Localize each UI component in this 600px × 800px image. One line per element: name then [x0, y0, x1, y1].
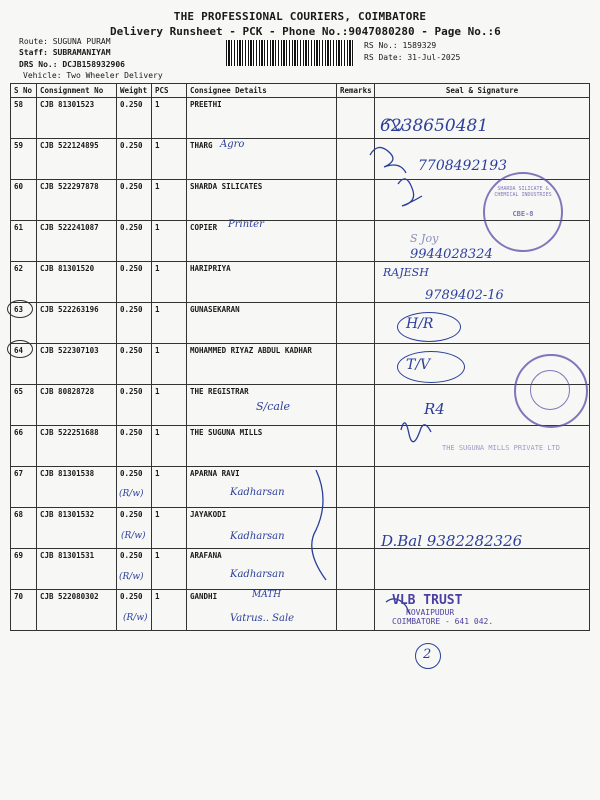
runsheet-title: THE PROFESSIONAL COURIERS, COIMBATORE — [173, 10, 427, 23]
vlb-line2: COIMBATORE - 641 042. — [392, 617, 494, 626]
cell-weight: 0.250 — [117, 221, 152, 262]
cell-consignee: THE REGISTRAR — [187, 385, 337, 426]
cell-weight: 0.250 — [117, 426, 152, 467]
cell-consignee: COPIER — [187, 221, 337, 262]
cell-sno: 60 — [11, 180, 37, 221]
cell-cons: CJB 522124895 — [37, 139, 117, 180]
cell-pcs: 1 — [152, 426, 187, 467]
vlb-line1: KOVAIPUDUR — [406, 608, 455, 617]
suguna-mills-seal-text: THE SUGUNA MILLS PRIVATE LTD — [441, 444, 560, 452]
rs-number: RS No.: 1589329 — [364, 41, 437, 50]
cell-sno: 59 — [11, 139, 37, 180]
cell-weight: 0.250 — [117, 467, 152, 508]
cell-cons: CJB 80828728 — [37, 385, 117, 426]
staff: Staff: SUBRAMANIYAM — [19, 48, 111, 57]
cell-sno: 64 — [11, 344, 37, 385]
vlb-trust-stamp — [392, 593, 493, 626]
cell-weight: 0.250 — [117, 590, 152, 631]
cell-consignee: PREETHI — [187, 98, 337, 139]
cell-consignee: GUNASEKARAN — [187, 303, 337, 344]
hw-r63-remark: H/R — [406, 316, 434, 332]
cell-sno: 68 — [11, 508, 37, 549]
runsheet-subtitle: Delivery Runsheet - PCK - Phone No.:9047080280 - Page No.:6 — [110, 25, 501, 38]
vehicle: Vehicle: Two Wheeler Delivery — [23, 71, 163, 80]
cell-weight: 0.250 — [117, 139, 152, 180]
cell-pcs: 1 — [152, 303, 187, 344]
drs-number: DRS No.: DCJB158932906 — [19, 60, 125, 69]
hw-r69-name: Kadharsan — [230, 569, 285, 580]
cell-weight: 0.250 — [117, 508, 152, 549]
cell-cons: CJB 522241087 — [37, 221, 117, 262]
hw-r58-sig: 6238650481 — [380, 116, 489, 136]
col-weight: Weight — [117, 84, 152, 98]
cell-sno: 63 — [11, 303, 37, 344]
cell-sno: 70 — [11, 590, 37, 631]
col-consignee: Consignee Details — [187, 84, 337, 98]
cell-pcs: 1 — [152, 98, 187, 139]
cell-weight: 0.250 — [117, 344, 152, 385]
cell-pcs: 1 — [152, 139, 187, 180]
hw-r68-note: (R/w) — [121, 531, 146, 541]
cell-weight: 0.250 — [117, 98, 152, 139]
cell-pcs: 1 — [152, 590, 187, 631]
cell-consignee: APARNA RAVI — [187, 467, 337, 508]
hw-r62-name: RAJESH — [383, 266, 429, 279]
cell-cons: CJB 81301532 — [37, 508, 117, 549]
registrar-seal — [514, 354, 588, 428]
col-pcs: PCS — [152, 84, 187, 98]
cell-pcs: 1 — [152, 549, 187, 590]
cell-pcs: 1 — [152, 344, 187, 385]
cell-consignee: SHARDA SILICATES — [187, 180, 337, 221]
cell-pcs: 1 — [152, 221, 187, 262]
hw-r67-note: (R/w) — [119, 489, 144, 499]
hw-r61-sig: S Joy — [410, 232, 439, 245]
cell-cons: CJB 81301538 — [37, 467, 117, 508]
cell-pcs: 1 — [152, 385, 187, 426]
hw-r65-extra: S/cale — [256, 400, 290, 413]
hw-r68-name: Kadharsan — [230, 531, 285, 542]
sharda-seal-code: CBE-8 — [512, 210, 534, 218]
cell-weight: 0.250 — [117, 262, 152, 303]
sharda-seal — [483, 172, 563, 252]
sharda-seal-name: SHARDA SILICATE & CHEMICAL INDUSTRIES — [494, 186, 552, 198]
cell-sno: 69 — [11, 549, 37, 590]
cell-pcs: 1 — [152, 262, 187, 303]
hw-page-mark: 2 — [423, 647, 432, 662]
hw-r59-sig: 7708492193 — [418, 158, 508, 174]
route: Route: SUGUNA PURAM — [19, 37, 111, 46]
cell-sno: 65 — [11, 385, 37, 426]
cell-sno: 58 — [11, 98, 37, 139]
vlb-title: VLB TRUST — [392, 593, 463, 608]
hw-r64-remark: T/V — [406, 357, 431, 373]
cell-weight: 0.250 — [117, 180, 152, 221]
cell-consignee: THARG — [187, 139, 337, 180]
hw-r59-name: Agro — [220, 139, 245, 150]
cell-consignee: JAYAKODI — [187, 508, 337, 549]
cell-consignee: ARAFANA — [187, 549, 337, 590]
cell-cons: CJB 522251688 — [37, 426, 117, 467]
cell-cons: CJB 81301520 — [37, 262, 117, 303]
rs-date: RS Date: 31-Jul-2025 — [364, 53, 461, 62]
hw-r70-note: (R/w) — [123, 613, 148, 623]
cell-consignee: HARIPRIYA — [187, 262, 337, 303]
cell-weight: 0.250 — [117, 549, 152, 590]
cell-weight: 0.250 — [117, 303, 152, 344]
cell-cons: CJB 522263196 — [37, 303, 117, 344]
col-seal: Seal & Signature — [375, 84, 590, 98]
hw-r61-name: Printer — [228, 219, 264, 230]
hw-r65-sig: R4 — [424, 400, 445, 418]
cell-sno: 62 — [11, 262, 37, 303]
cell-cons: CJB 81301531 — [37, 549, 117, 590]
col-consignment: Consignment No — [37, 84, 117, 98]
suguna-mills-seal — [413, 440, 589, 456]
cell-pcs: 1 — [152, 180, 187, 221]
cell-cons: CJB 522297878 — [37, 180, 117, 221]
cell-cons: CJB 81301523 — [37, 98, 117, 139]
cell-cons: CJB 522080302 — [37, 590, 117, 631]
hw-r70-name: MATH — [252, 590, 282, 600]
cell-consignee: THE SUGUNA MILLS — [187, 426, 337, 467]
col-remarks: Remarks — [337, 84, 375, 98]
cell-pcs: 1 — [152, 508, 187, 549]
col-sno: S No — [11, 84, 37, 98]
cell-consignee: MOHAMMED RIYAZ ABDUL KADHAR — [187, 344, 337, 385]
cell-cons: CJB 522307103 — [37, 344, 117, 385]
cell-consignee: GANDHI — [187, 590, 337, 631]
hw-r69-note: (R/w) — [119, 572, 144, 582]
cell-sno: 66 — [11, 426, 37, 467]
cell-pcs: 1 — [152, 467, 187, 508]
hw-r68-sig: D.Bal 9382282326 — [381, 532, 523, 550]
hw-r67-name: Kadharsan — [230, 487, 285, 498]
hw-r70-extra: Vatrus.. Sale — [230, 613, 295, 624]
hw-r62-sig: 9944028324 — [410, 247, 493, 262]
cell-weight: 0.250 — [117, 385, 152, 426]
hw-r63-sig: 9789402-16 — [425, 288, 504, 303]
cell-sno: 61 — [11, 221, 37, 262]
cell-sno: 67 — [11, 467, 37, 508]
